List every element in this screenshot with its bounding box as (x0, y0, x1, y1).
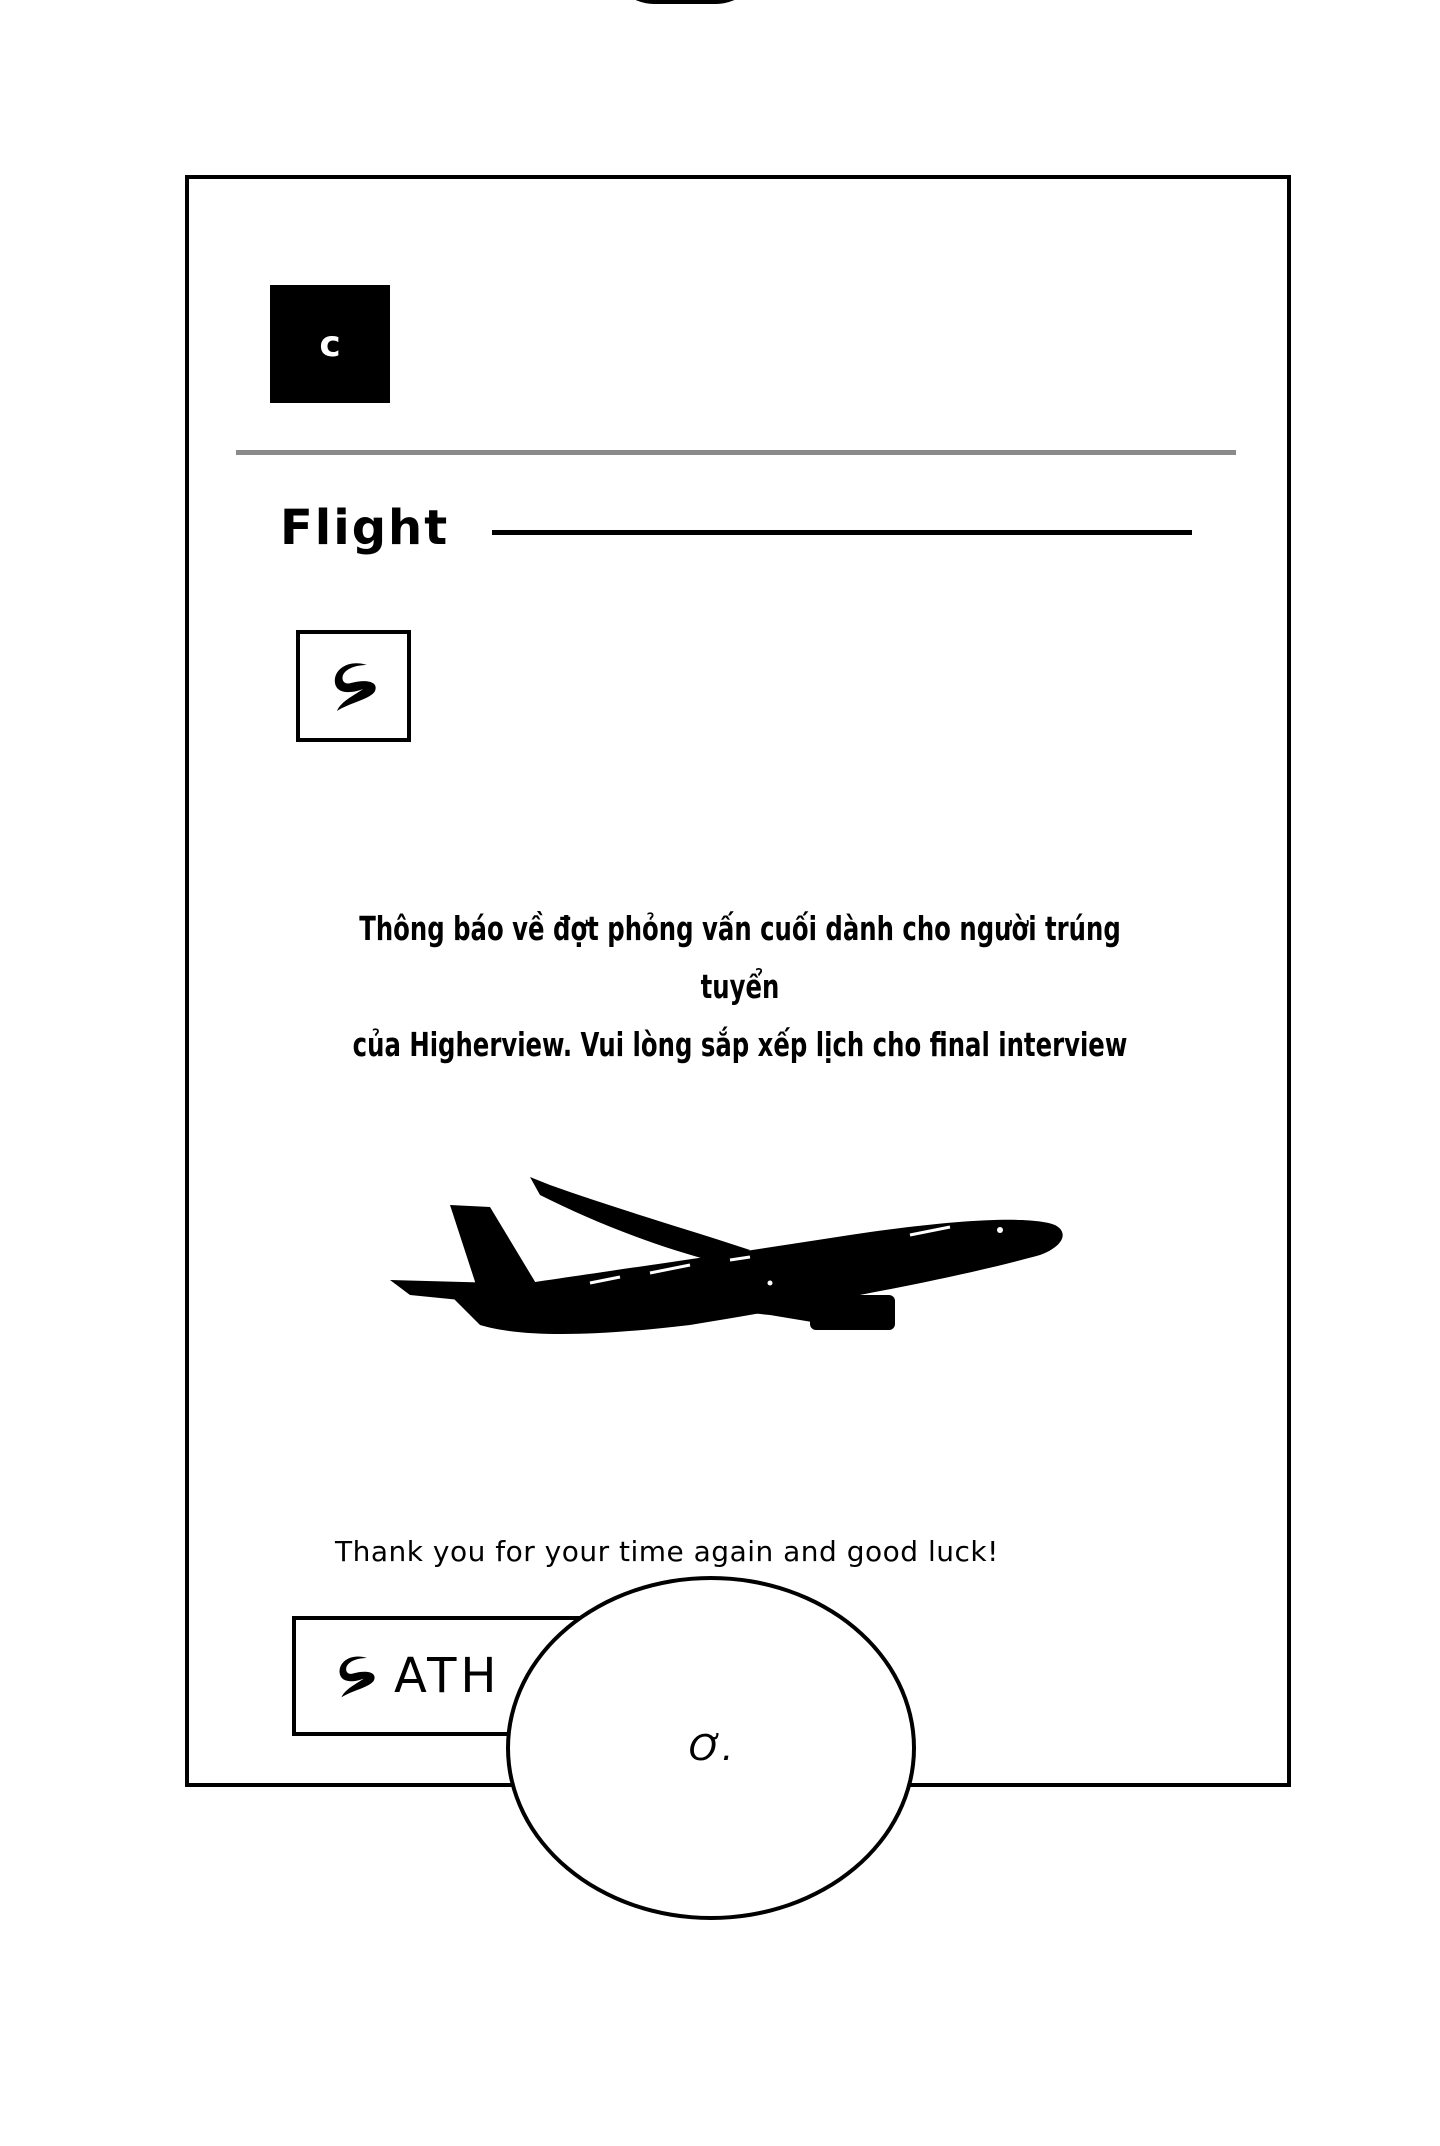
signature-text: ATH (394, 1648, 501, 1704)
thanks-note: Thank you for your time again and good luck! (335, 1535, 999, 1568)
speech-bubble-text: Ơ. (688, 1727, 734, 1769)
header-divider (236, 450, 1236, 455)
message-line-2: của Higherview. Vui lòng sắp xếp lịch cho final interview (352, 1025, 1128, 1064)
brand-swoosh-icon (326, 1646, 386, 1706)
company-logo (270, 285, 390, 403)
brand-swoosh-icon (319, 651, 389, 721)
airplane-illustration (390, 1165, 1090, 1355)
top-arc-decoration (610, 0, 760, 4)
notice-message (330, 900, 1150, 1074)
title-rule (492, 530, 1192, 535)
brand-icon-box (296, 630, 411, 742)
section-title: Flight (280, 500, 450, 556)
speech-bubble (506, 1576, 916, 1920)
logo-letter: c (319, 323, 341, 365)
message-line-1: Thông báo về đợt phỏng vấn cuối dành cho người trúng tuyển (359, 909, 1121, 1006)
